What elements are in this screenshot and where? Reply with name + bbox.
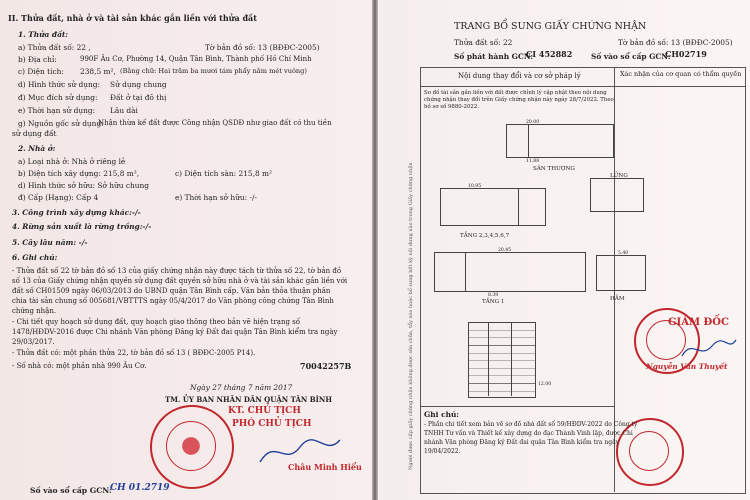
plan-label-upper: TẦNG 2,3,4,5,6,7 (460, 233, 510, 239)
coordinate-table-col (488, 322, 512, 396)
area-value: 238,5 m², (80, 67, 116, 76)
note-line: 1478/HĐDV-2016 được Chi nhánh Văn phòng Đăng ký Đất đai quận Tân Bình kiểm tra ngày (12, 328, 338, 336)
plan-rooftop-room (528, 124, 551, 158)
note-line: số 13 của Giấy chứng nhận quyền sử dụng đất quyền sở hữu nhà ở và tài sản khác gắn liền với (12, 277, 348, 285)
col-confirm-header: Xác nhận của cơ quan có thẩm quyền (620, 70, 742, 78)
signing-date: Ngày 27 tháng 7 năm 2017 (190, 383, 293, 392)
certificate-page-right (378, 0, 750, 500)
plan-mezzanine (590, 178, 644, 212)
plan-label-basement: HẦM (610, 296, 625, 302)
serial-number: 70042257B (300, 361, 352, 371)
dim-label: 11.88 (526, 159, 540, 164)
term-value: Lâu dài (110, 106, 138, 115)
note-line: - Số nhà có: một phần nhà 990 Âu Cơ. (12, 362, 147, 370)
dim-label: 20.00 (526, 120, 540, 125)
purpose-label: đ) Mục đích sử dụng: (18, 93, 98, 102)
address-label: b) Địa chỉ: (18, 55, 57, 64)
director-title: GIÁM ĐỐC (668, 317, 729, 328)
house-floor-area: c) Diện tích sàn: 215,8 m² (175, 169, 273, 178)
issue-number: CI 452882 (526, 49, 573, 59)
vice-chairman: PHÓ CHỦ TỊCH (232, 419, 312, 429)
book-number: CH02719 (665, 49, 707, 59)
house-grade: đ) Cấp (Hạng): Cấp 4 (18, 193, 99, 202)
supplement-title: TRANG BỔ SUNG GIẤY CHỨNG NHẬN (454, 21, 647, 32)
house-build-area: b) Diện tích xây dựng: 215,8 m², (18, 169, 140, 178)
issue-label: Số phát hành GCN: (454, 52, 534, 61)
book-label: Số vào sổ cấp GCN: (591, 52, 671, 61)
right-notes-heading: Ghi chú: (424, 410, 460, 419)
notes-separator (420, 406, 614, 407)
table-header-line (420, 86, 745, 87)
note-line: - Thửa đất số 22 tờ bản đồ số 13 của giấy chứng nhận này được tách từ thửa số 22, tờ bản đồ (12, 267, 342, 275)
authority: TM. ỦY BAN NHÂN DÂN QUẬN TÂN BÌNH (165, 395, 332, 404)
gcn-number: CH 01.2719 (110, 483, 170, 493)
right-note-line: TNHH Tư vấn và Thiết kế xây dựng do đạc Thành Vinh lập, được Chi (424, 430, 633, 437)
area-label: c) Diện tích: (18, 67, 64, 76)
note-line: đất số CH01509 ngày 06/03/2013 do UBND quận Tân Bình cấp. Văn bản thỏa thuận phân (12, 287, 331, 295)
dim-label: 5.40 (618, 251, 629, 256)
certificate-page-left (0, 0, 372, 500)
plan-label-ground: TẦNG 1 (482, 299, 505, 305)
house-heading: 2. Nhà ở: (18, 144, 56, 153)
other-constructions: 3. Công trình xây dựng khác:-/- (12, 208, 141, 217)
plan-label-mezzanine: LỬNG (610, 173, 628, 179)
ownership-term: e) Thời hạn sở hữu: -/- (175, 193, 257, 202)
perennial-trees: 5. Cây lâu năm: -/- (12, 238, 88, 247)
purpose-value: Đất ở tại đô thị (110, 93, 167, 102)
right-note-line: 19/04/2022. (424, 448, 461, 455)
gcn-label: Số vào sổ cấp GCN: (30, 486, 112, 495)
origin-value: Nhận thừa kế đất được Công nhận QSDĐ như giao đất có thu tiền (98, 119, 332, 127)
section-2-title: II. Thửa đất, nhà ở và tài sản khác gắn liền với thửa đất (8, 13, 257, 23)
usage-form-label: d) Hình thức sử dụng: (18, 80, 100, 89)
note-line: - Thửa đất có: một phần thửa 22, tờ bản đồ số 13 ( BĐĐC-2005 P14). (12, 349, 256, 357)
official-seal (150, 405, 234, 489)
usage-form-value: Sử dụng chung (110, 80, 167, 89)
plan-label-rooftop: SÂN THƯỢNG (533, 166, 575, 172)
director-name: Nguyễn Văn Thuyết (646, 362, 728, 371)
col-content-header: Nội dung thay đổi và cơ sở pháp lý (458, 72, 581, 80)
dim-label: 8.39 (488, 293, 499, 298)
plan-basement (596, 255, 646, 291)
intro-line: hồ sơ số 9880-2022. (424, 104, 479, 110)
signature-right (678, 336, 738, 362)
intro-line: So đồ tài sản gắn liền với đất được chỉnh lý cập nhật theo nội dung (424, 90, 607, 96)
dim-label: 20.45 (498, 248, 512, 253)
parcel-no: Thửa đất số: 22 (454, 38, 513, 47)
term-label: e) Thời hạn sử dụng: (18, 106, 96, 115)
production-forest: 4. Rừng sản xuất là rừng trồng:-/- (12, 222, 152, 231)
note-line: chứng nhận. (12, 307, 57, 315)
side-warning-text: Người được cấp giấy chứng nhận không được sửa chữa, tẩy xóa hoặc bổ sung bất kỳ nội dung nào trong Giấy chứng nhận (408, 162, 414, 470)
plan-rooftop (506, 124, 614, 158)
signer-name: Châu Minh Hiểu (288, 462, 362, 472)
address-value: 990F Âu Cơ, Phường 14, Quận Tân Bình, Thành phố Hồ Chí Minh (80, 55, 312, 63)
origin-label: g) Nguồn gốc sử dụng: (18, 119, 104, 128)
notes-heading: 6. Ghi chú: (12, 253, 58, 262)
right-note-line: - Phần chi tiết xem bản vẽ sơ đồ nhà đất số 59/HĐDV-2022 do Công ty (424, 421, 638, 428)
dim-label: 12.00 (538, 382, 552, 387)
note-line: - Chi tiết quy hoạch sử dụng đất, quy hoạch giao thông theo bản vẽ hiện trạng số (12, 318, 301, 326)
note-line: chia tài sản chung số 005681/VBTTTS ngày 05/4/2017 do Văn phòng công chứng Tân Bình (12, 297, 334, 305)
origin-value-cont: sử dụng đất (12, 129, 57, 138)
map-sheet: Tờ bản đồ số: 13 (BĐĐC-2005) (205, 43, 320, 52)
land-parcel-no: a) Thửa đất số: 22 , (18, 43, 91, 52)
plan-upper-stair (518, 188, 546, 226)
house-ownership: d) Hình thức sở hữu: Sở hữu chung (18, 181, 149, 190)
dim-label: 10.95 (468, 184, 482, 189)
area-words: (Bằng chữ: Hai trăm ba mươi tám phẩy năm mét vuông) (120, 67, 307, 75)
house-type: a) Loại nhà ở: Nhà ở riêng lẻ (18, 157, 126, 166)
right-note-line: nhánh Văn phòng Đăng ký Đất đai quận Tân Bình kiểm tra ngày (424, 439, 620, 446)
plan-ground-room (434, 252, 466, 292)
kt-chairman: KT. CHỦ TỊCH (228, 406, 301, 416)
land-heading: 1. Thửa đất: (18, 30, 68, 39)
intro-line: chứng nhận thay đổi trên Giấy chứng nhận này ngày 28/7/2022. Theo (424, 97, 614, 103)
note-line: 29/03/2017. (12, 338, 55, 346)
map-sheet-right: Tờ bản đồ số: 13 (BĐĐC-2005) (618, 38, 733, 47)
